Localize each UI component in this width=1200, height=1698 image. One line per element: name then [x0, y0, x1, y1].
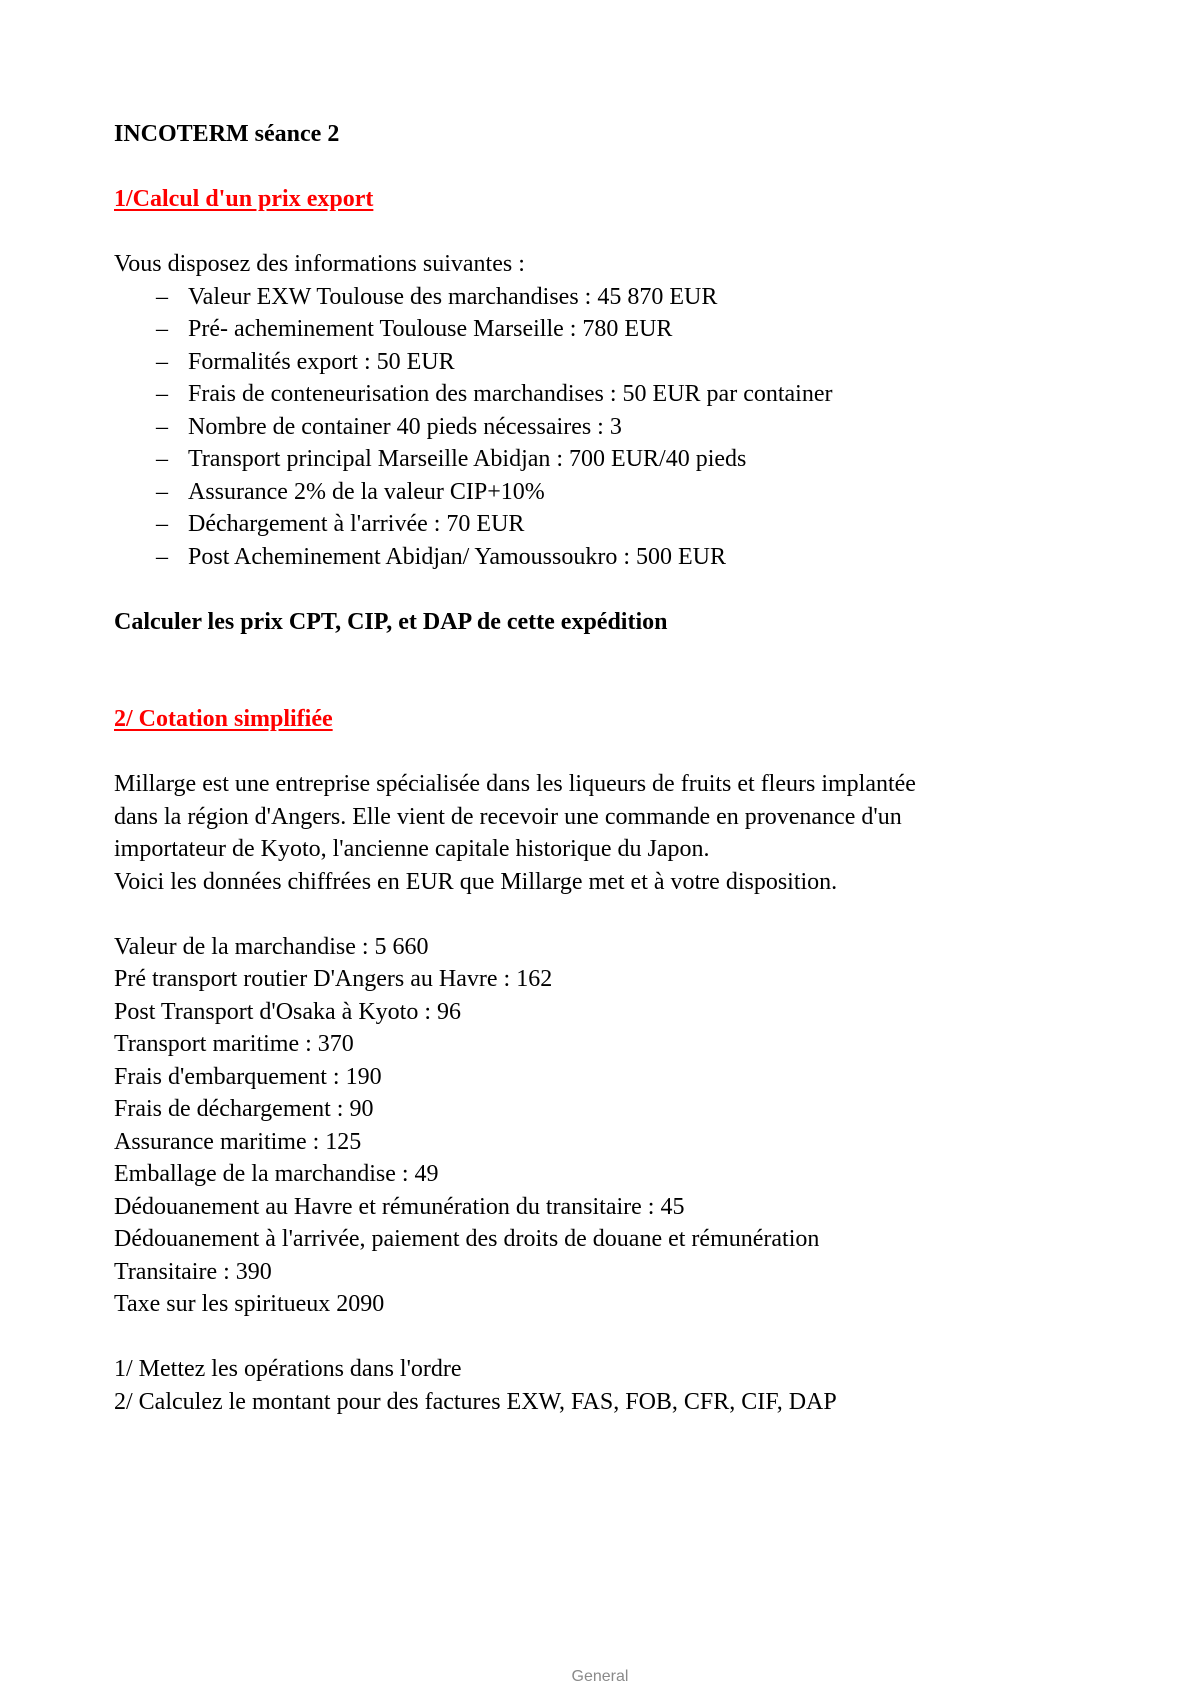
dash-bullet: –	[156, 316, 168, 342]
list-item	[114, 411, 1114, 444]
spacer	[114, 638, 1114, 671]
document-page	[114, 118, 1114, 1418]
list-item-text: Pré- acheminement Toulouse Marseille : 780 EUR	[188, 316, 673, 342]
dash-bullet: –	[156, 413, 168, 440]
dash-bullet: –	[156, 511, 168, 537]
list-item	[114, 476, 1114, 509]
list-item	[114, 541, 1114, 574]
section2-heading-line	[114, 703, 1114, 736]
list-item-text: Valeur EXW Toulouse des marchandises : 45 870 EUR	[188, 283, 718, 310]
data-line: Dédouanement à l'arrivée, paiement des droits de douane et rémunération	[114, 1226, 820, 1252]
dash-bullet: –	[156, 381, 168, 407]
spacer	[114, 736, 1114, 769]
spacer	[114, 898, 1114, 931]
paragraph-line: importateur de Kyoto, l'ancienne capitale historique du Japon.	[114, 836, 710, 862]
section2-heading: 2/ Cotation simplifiée	[114, 706, 333, 732]
data-line: Pré transport routier D'Angers au Havre : 162	[114, 966, 553, 992]
list-item-text: Frais de conteneurisation des marchandises : 50 EUR par container	[188, 381, 833, 407]
question-line: 1/ Mettez les opérations dans l'ordre	[114, 1356, 462, 1382]
footer-classification-label: General	[571, 1668, 629, 1685]
list-item-text: Déchargement à l'arrivée : 70 EUR	[188, 511, 525, 537]
data-line: Emballage de la marchandise : 49	[114, 1161, 439, 1187]
data-line: Frais d'embarquement : 190	[114, 1063, 382, 1090]
list-item-text: Transport principal Marseille Abidjan : 700 EUR/40 pieds	[188, 446, 747, 472]
list-item-text: Nombre de container 40 pieds nécessaires : 3	[188, 413, 622, 440]
section1-question: Calculer les prix CPT, CIP, et DAP de cette expédition	[114, 608, 668, 635]
data-line: Taxe sur les spiritueux 2090	[114, 1291, 385, 1317]
spacer	[114, 573, 1114, 606]
list-item	[114, 281, 1114, 314]
section1-heading-line	[114, 183, 1114, 216]
spacer	[114, 151, 1114, 184]
data-line: Frais de déchargement : 90	[114, 1096, 374, 1122]
section2-paragraph	[114, 768, 1114, 898]
list-item-text: Assurance 2% de la valeur CIP+10%	[188, 478, 545, 505]
list-item	[114, 508, 1114, 541]
paragraph-line: Voici les données chiffrées en EUR que Millarge met et à votre disposition.	[114, 868, 838, 895]
data-line: Transitaire : 390	[114, 1258, 272, 1285]
list-item-text: Formalités export : 50 EUR	[188, 348, 455, 375]
question-line: 2/ Calculez le montant pour des factures EXW, FAS, FOB, CFR, CIF, DAP	[114, 1388, 837, 1415]
spacer	[114, 671, 1114, 704]
paragraph-line: dans la région d'Angers. Elle vient de recevoir une commande en provenance d'un	[114, 803, 902, 830]
spacer	[114, 1321, 1114, 1354]
document-title: INCOTERM séance 2	[114, 121, 340, 147]
list-item	[114, 346, 1114, 379]
dash-bullet: –	[156, 348, 168, 375]
section1-heading: 1/Calcul d'un prix export	[114, 186, 374, 212]
dash-bullet: –	[156, 446, 168, 472]
data-line: Valeur de la marchandise : 5 660	[114, 933, 429, 960]
paragraph-line: Millarge est une entreprise spécialisée dans les liqueurs de fruits et fleurs implantée	[114, 771, 916, 797]
data-line: Post Transport d'Osaka à Kyoto : 96	[114, 998, 462, 1025]
data-line: Dédouanement au Havre et rémunération du transitaire : 45	[114, 1193, 685, 1220]
dash-bullet: –	[156, 543, 168, 570]
dash-bullet: –	[156, 283, 168, 310]
list-item	[114, 313, 1114, 346]
list-item	[114, 443, 1114, 476]
list-item-text: Post Acheminement Abidjan/ Yamoussoukro : 500 EUR	[188, 543, 727, 570]
section1-intro: Vous disposez des informations suivantes :	[114, 251, 525, 277]
data-line: Assurance maritime : 125	[114, 1128, 362, 1155]
section1-info-list	[114, 281, 1114, 574]
spacer	[114, 216, 1114, 249]
list-item	[114, 378, 1114, 411]
dash-bullet: –	[156, 478, 168, 505]
data-line: Transport maritime : 370	[114, 1031, 354, 1057]
section2-questions	[114, 1353, 1114, 1418]
section2-data-list	[114, 931, 1114, 1321]
